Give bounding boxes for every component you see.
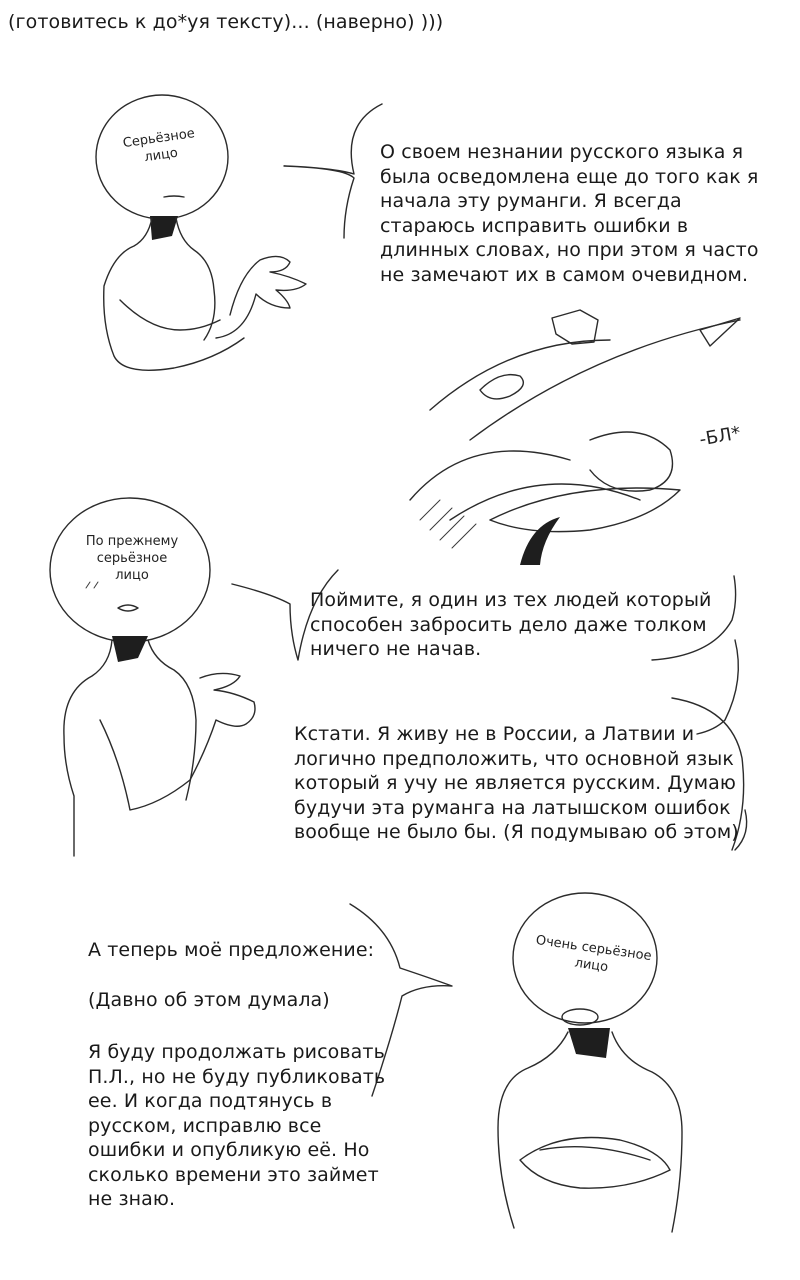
speech-3-aside: (Давно об этом думала) [88, 989, 330, 1011]
shoulder-1 [176, 218, 215, 340]
face-label-3: Очень серьёзное лицо [534, 933, 653, 976]
neck-shadow-1 [150, 216, 178, 240]
arm-2 [100, 673, 255, 810]
header-text: (готовитесь к до*уя тексту)... (наверно) ))) [8, 11, 444, 33]
body-doodle [490, 488, 680, 532]
crossed-arms [520, 1138, 670, 1189]
speech-2b: Кстати. Я живу не в России, а Латвии и логично предположить, что основной язык который я учу не является русским. Думаю будучи эта руманга на латышском ошибок вообще не было бы. (Я подумываю об этом) [294, 723, 739, 843]
bird-doodle [480, 375, 523, 399]
foot-doodle [520, 517, 560, 565]
speech-tail-1 [284, 104, 382, 238]
motion-line-3 [410, 451, 570, 500]
body-2-right [148, 640, 196, 800]
hand-1 [216, 256, 306, 338]
hat-doodle [552, 310, 598, 344]
motion-line-2 [470, 320, 740, 440]
face-label-2: По прежнему серьёзное лицо [85, 534, 179, 583]
speech-3-body: Я буду продолжать рисовать П.Л., но не буду публиковать ее. И когда подтянусь в русском, исправлю все ошибки и опубликую её. Но сколько времени это займет не знаю. [88, 1041, 386, 1210]
crossed-arms-line [540, 1147, 650, 1160]
speech-3-title: А теперь моё предложение: [88, 939, 375, 961]
motion-line-1 [430, 340, 610, 410]
body-3-left [498, 1032, 568, 1228]
neck-shadow-3 [568, 1028, 610, 1058]
speech-2a: Поймите, я один из тех людей который способен забросить дело даже толком ничего не начав. [310, 589, 712, 660]
blade-doodle [700, 318, 740, 346]
sound-effect: -БЛ* [697, 422, 743, 451]
mouth-2 [118, 605, 138, 611]
arm-1 [120, 300, 220, 330]
mouth-1 [164, 196, 184, 197]
face-label-1: Серьёзное лицо [121, 126, 196, 166]
head-doodle [590, 432, 673, 491]
speed-hatching [420, 500, 476, 548]
speech-1: О своем незнании русского языка я была осведомлена еще до того как я начала эту руманги. Я всегда стараюсь исправить ошибки в длинных словах, но при этом я часто не замечают их в самом очевидном. [380, 141, 759, 286]
neck-shadow-2 [112, 636, 148, 662]
body-1 [104, 218, 244, 370]
body-3-right [612, 1032, 682, 1232]
body-2-left [64, 640, 112, 856]
